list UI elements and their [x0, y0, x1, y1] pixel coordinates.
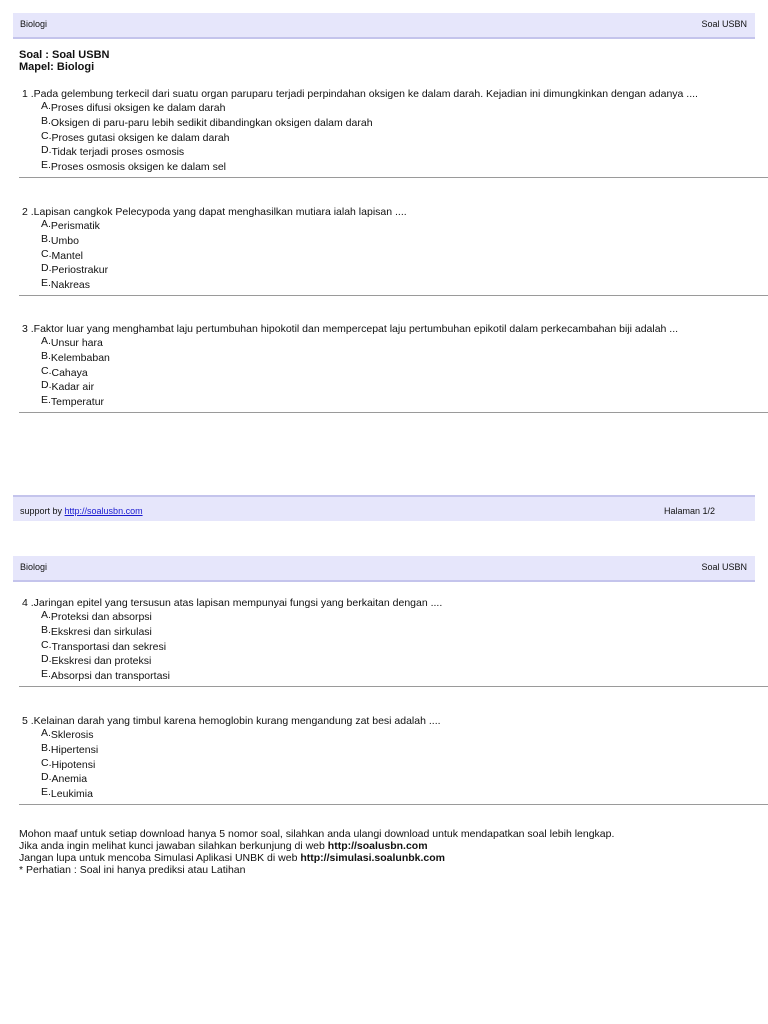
option-key: E. — [41, 277, 51, 290]
option-key: B. — [41, 232, 51, 245]
question-stem: 2 .Lapisan cangkok Pelecypoda yang dapat menghasilkan mutiara ialah lapisan .... — [22, 206, 407, 218]
notice-line-2 — [19, 840, 614, 852]
exam-title: Soal : Soal USBN — [19, 49, 110, 61]
answer-option — [41, 219, 768, 234]
option-key: E. — [41, 668, 51, 681]
footer-support-link[interactable]: http://soalusbn.com — [64, 506, 143, 516]
question-1 — [19, 87, 768, 178]
answer-option — [41, 351, 768, 366]
option-text: Hipotensi — [51, 758, 96, 771]
option-key: D. — [41, 771, 52, 784]
option-text: Proses difusi oksigen ke dalam darah — [50, 102, 226, 114]
option-key: A. — [41, 335, 51, 347]
question-divider — [19, 686, 768, 687]
option-text: Anemia — [51, 773, 88, 786]
question-divider — [19, 177, 768, 178]
page2-header — [13, 556, 755, 582]
option-key: C. — [41, 247, 52, 260]
option-text: Proses gutasi oksigen ke dalam darah — [51, 131, 230, 144]
option-key: A. — [41, 727, 51, 739]
option-key: E. — [41, 786, 51, 799]
option-text: Tidak terjadi proses osmosis — [51, 146, 185, 159]
answer-option — [41, 654, 768, 669]
footer-support — [20, 506, 143, 516]
page1-footer — [13, 495, 755, 521]
page1-header — [13, 13, 755, 39]
answer-option — [41, 743, 768, 758]
question-stem: 3 .Faktor luar yang menghambat laju pertumbuhan hipokotil dan mempercepat laju pertumbuhan epikotil dalam perkecambahan biji adalah ... — [22, 323, 679, 335]
option-key: D. — [41, 379, 52, 392]
answer-option — [41, 380, 768, 395]
exam-subject: Mapel: Biologi — [19, 61, 95, 73]
option-key: D. — [41, 653, 52, 666]
option-text: Transportasi dan sekresi — [51, 640, 167, 653]
answer-option — [41, 278, 768, 293]
option-text: Cahaya — [51, 366, 88, 379]
option-text: Unsur hara — [50, 337, 103, 349]
answer-option — [41, 610, 768, 625]
question-divider — [19, 412, 768, 413]
option-text: Mantel — [51, 249, 84, 262]
option-key: B. — [41, 349, 51, 362]
option-key: D. — [41, 144, 52, 157]
option-text: Kelembaban — [50, 351, 110, 364]
option-text: Perismatik — [50, 220, 100, 232]
answer-option — [41, 787, 768, 802]
option-key: B. — [41, 114, 51, 127]
option-key: A. — [41, 609, 51, 621]
notice-line-4: * Perhatian : Soal ini hanya prediksi atau Latihan — [19, 864, 246, 876]
option-text: Umbo — [50, 234, 79, 247]
answer-option — [41, 263, 768, 278]
option-text: Proses osmosis oksigen ke dalam sel — [50, 161, 226, 174]
answer-option — [41, 101, 768, 116]
answer-options — [19, 219, 768, 293]
option-key: E. — [41, 394, 51, 407]
option-text: Hipertensi — [50, 743, 99, 756]
option-text: Leukimia — [50, 788, 93, 801]
simulation-link[interactable]: http://simulasi.soalunbk.com — [300, 852, 446, 864]
option-key: C. — [41, 129, 52, 142]
header-subject: Biologi — [20, 19, 48, 29]
option-key: A. — [41, 218, 51, 230]
option-key: A. — [41, 100, 51, 112]
question-stem: 4 .Jaringan epitel yang tersusun atas lapisan mempunyai fungsi yang berkaitan dengan .... — [22, 597, 443, 609]
answer-option — [41, 625, 768, 640]
question-4 — [19, 596, 768, 687]
download-notice — [19, 828, 614, 876]
footer-support-label: support by — [20, 506, 65, 516]
notice-line-3 — [19, 852, 614, 864]
option-key: C. — [41, 364, 52, 377]
answer-options — [19, 336, 768, 410]
answer-option — [41, 772, 768, 787]
option-key: B. — [41, 623, 51, 636]
question-2 — [19, 205, 768, 296]
answer-option — [41, 131, 768, 146]
option-text: Sklerosis — [50, 729, 94, 741]
option-text: Proteksi dan absorpsi — [50, 611, 152, 623]
option-key: C. — [41, 756, 52, 769]
question-5 — [19, 714, 768, 805]
answer-option — [41, 758, 768, 773]
notice-line-2-text: Jika anda ingin melihat kunci jawaban silahkan berkunjung di web — [19, 840, 328, 852]
option-text: Ekskresi dan sirkulasi — [50, 625, 152, 638]
question-divider — [19, 804, 768, 805]
question-divider — [19, 295, 768, 296]
answer-option — [41, 336, 768, 351]
notice-line-3-text: Jangan lupa untuk mencoba Simulasi Aplikasi UNBK di web — [19, 852, 301, 864]
option-text: Oksigen di paru-paru lebih sedikit dibandingkan oksigen dalam darah — [50, 116, 373, 129]
answer-option — [41, 145, 768, 160]
exam-meta — [19, 49, 109, 73]
notice-line-1: Mohon maaf untuk setiap download hanya 5 nomor soal, silahkan anda ulangi download untuk mendapatkan soal lebih lengkap. — [19, 828, 615, 840]
answer-option — [41, 234, 768, 249]
question-3 — [19, 322, 768, 413]
option-text: Nakreas — [50, 279, 91, 292]
option-key: C. — [41, 638, 52, 651]
option-text: Absorpsi dan transportasi — [50, 670, 170, 683]
option-key: D. — [41, 262, 52, 275]
answer-option — [41, 116, 768, 131]
answer-options — [19, 728, 768, 802]
answer-options — [19, 101, 768, 175]
page-number: Halaman 1/2 — [663, 506, 715, 516]
answer-option — [41, 395, 768, 410]
header-exam: Soal USBN — [701, 562, 747, 572]
option-key: E. — [41, 159, 51, 172]
option-text: Ekskresi dan proteksi — [51, 655, 152, 668]
answer-option — [41, 640, 768, 655]
answer-options — [19, 610, 768, 684]
question-stem: 5 .Kelainan darah yang timbul karena hemoglobin kurang mengandung zat besi adalah .... — [22, 715, 441, 727]
answer-option — [41, 249, 768, 264]
answer-option — [41, 728, 768, 743]
answer-option — [41, 160, 768, 175]
answer-option — [41, 366, 768, 381]
option-key: B. — [41, 741, 51, 754]
header-exam: Soal USBN — [701, 19, 747, 29]
option-text: Temperatur — [50, 396, 105, 409]
header-subject: Biologi — [20, 562, 48, 572]
answer-option — [41, 669, 768, 684]
question-stem: 1 .Pada gelembung terkecil dari suatu organ paruparu terjadi perpindahan oksigen ke dalam darah. Kejadian ini dimungkinkan dengan adanya .... — [22, 88, 698, 100]
option-text: Periostrakur — [51, 264, 109, 277]
answer-key-link[interactable]: http://soalusbn.com — [327, 840, 428, 852]
option-text: Kadar air — [51, 381, 95, 394]
